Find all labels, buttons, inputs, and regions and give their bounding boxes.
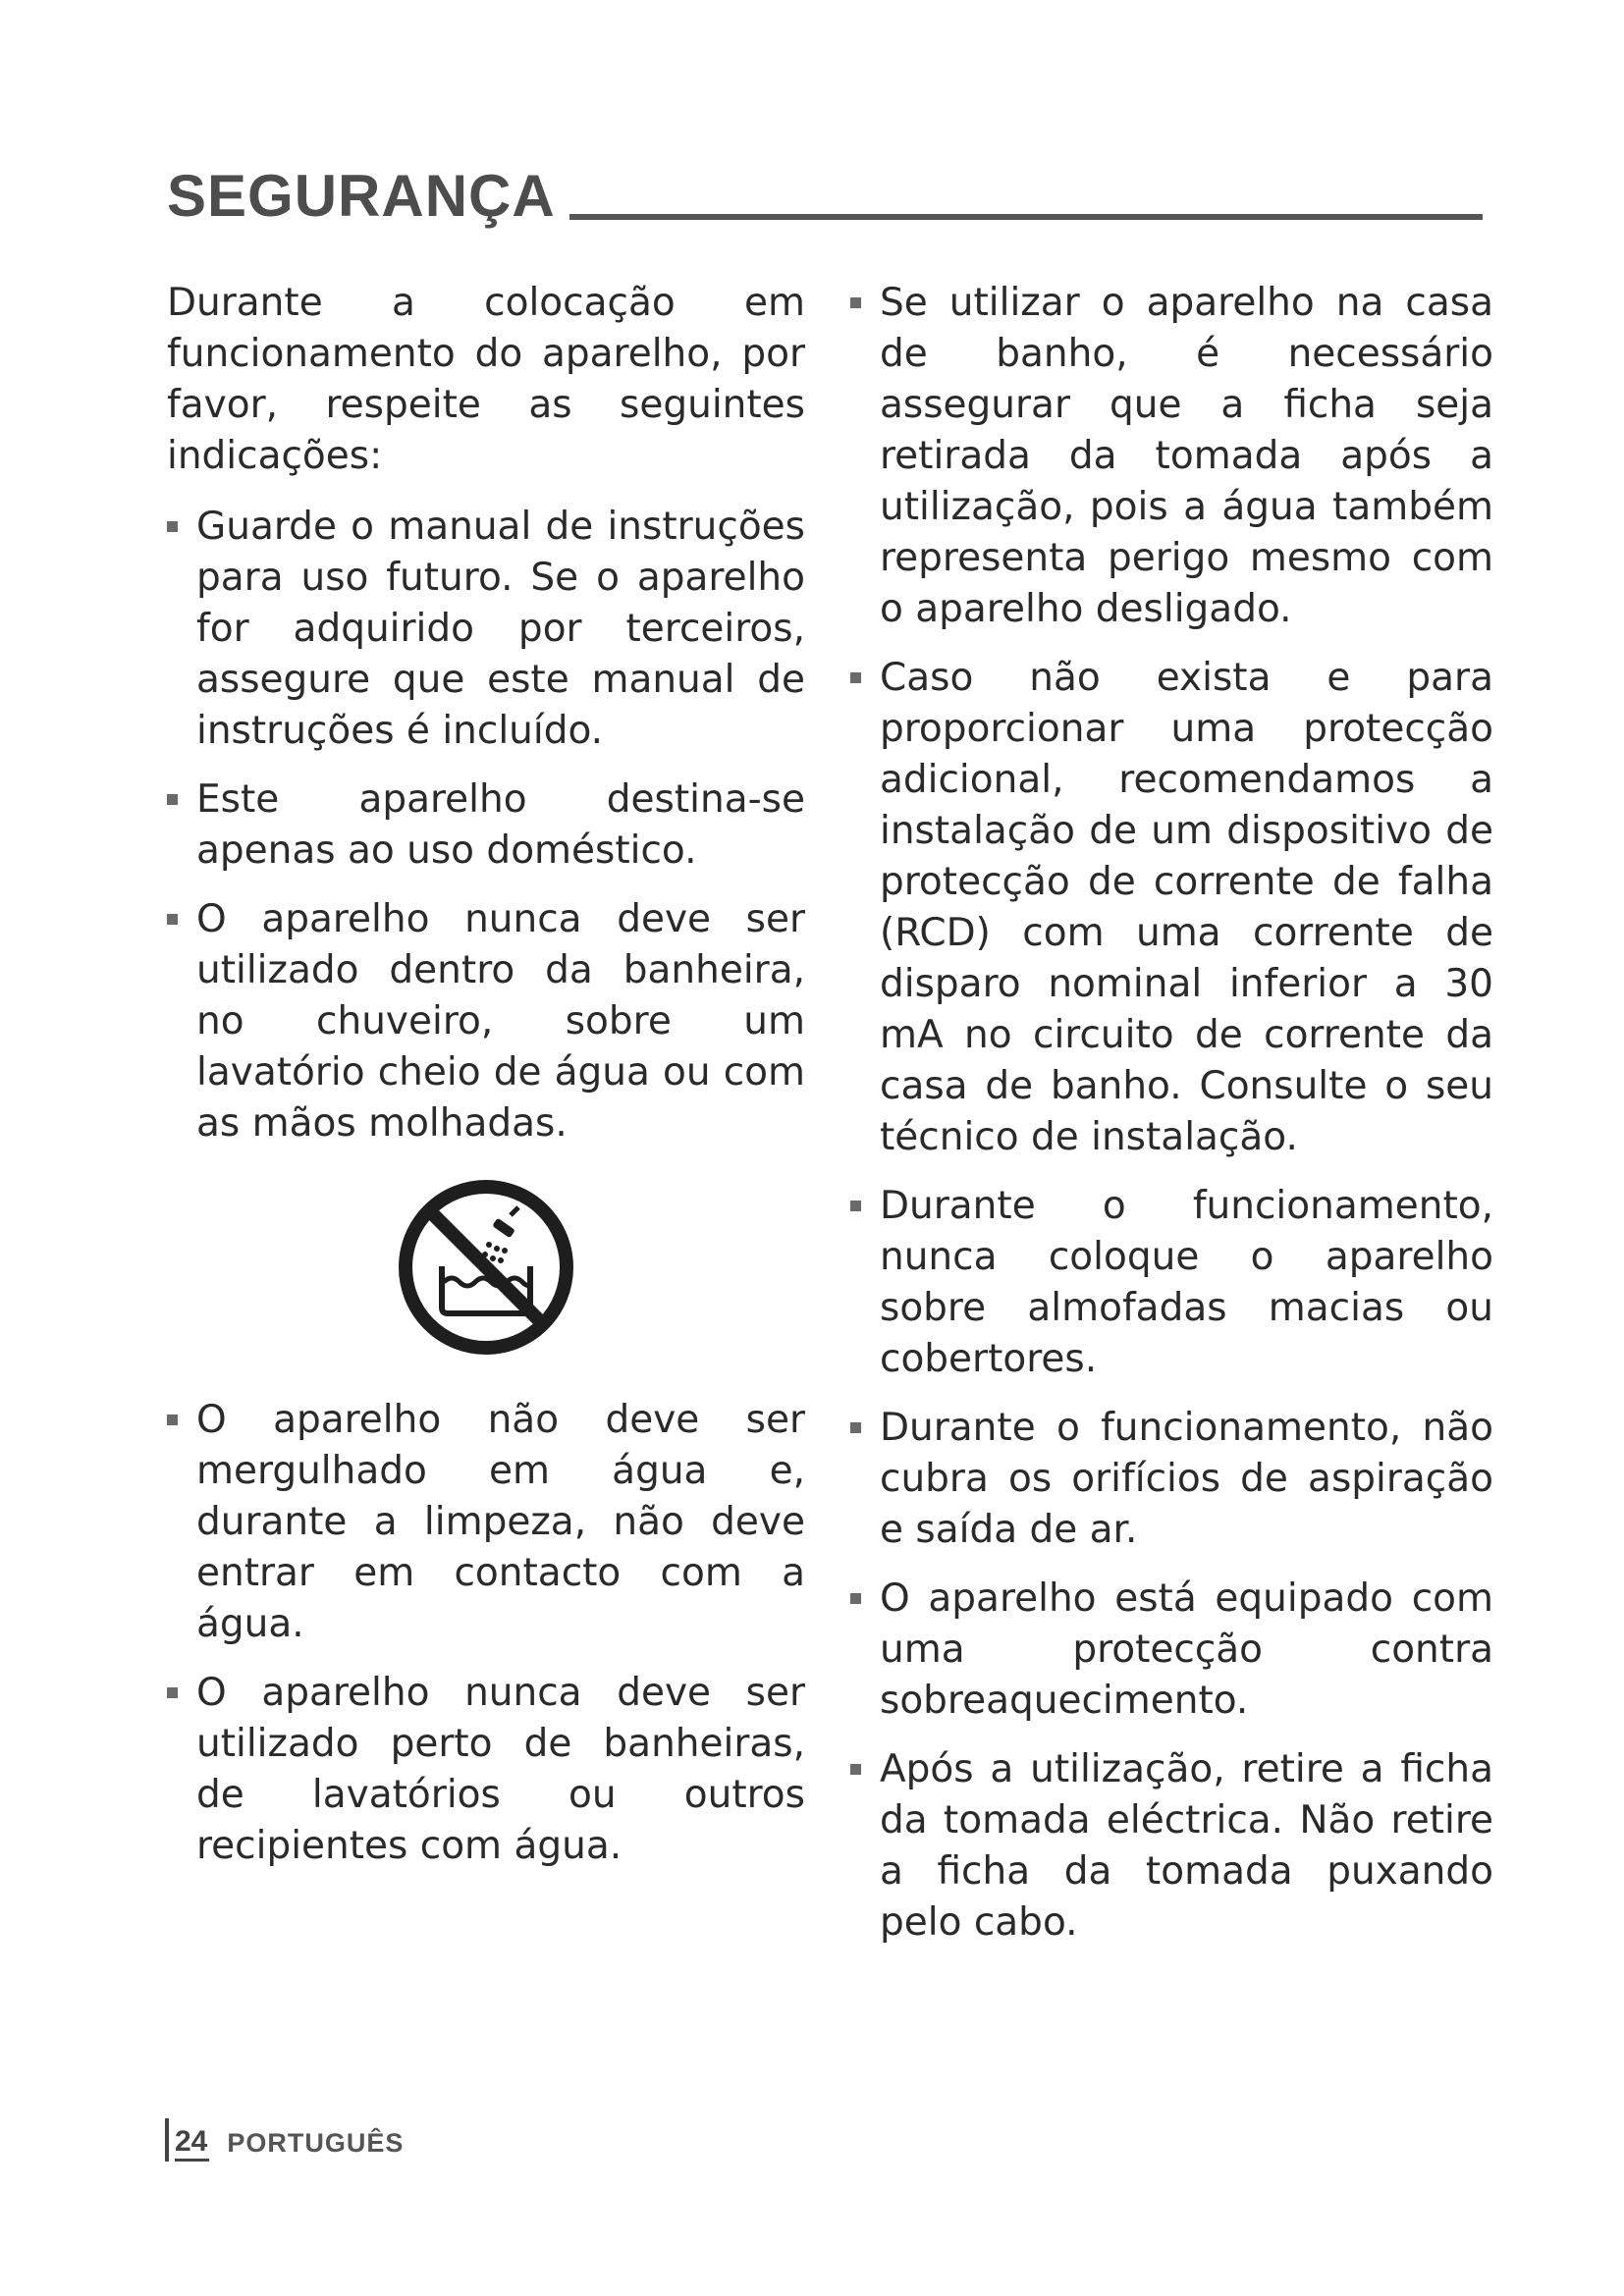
bullet-icon <box>850 1422 861 1433</box>
bullet-icon <box>850 672 861 683</box>
list-item-text: Este aparelho destina-se apenas ao uso doméstico. <box>196 777 805 873</box>
list-item <box>850 1744 1493 1949</box>
bullet-icon <box>850 1764 861 1775</box>
no-use-near-water-icon <box>395 1176 577 1359</box>
bullet-icon <box>167 1415 178 1425</box>
page-title: SEGURANÇA <box>167 163 556 229</box>
page-number: 24 <box>175 2125 209 2162</box>
list-item-text: O aparelho está equipado com uma protecção contra sobreaquecimento. <box>880 1576 1493 1723</box>
footer-language: PORTUGUÊS <box>227 2128 405 2158</box>
list-item <box>850 278 1493 635</box>
warning-sign <box>167 1169 805 1365</box>
intro-paragraph: Durante a colocação em funcionamento do aparelho, por favor, respeite as seguintes indicações: <box>167 281 805 478</box>
page-header <box>167 147 1483 229</box>
list-item-text: O aparelho nunca deve ser utilizado dentro da banheira, no chuveiro, sobre um lavatório cheio de água ou com as mãos molhadas. <box>196 897 805 1146</box>
list-item-text: Durante o funcionamento, nunca coloque o aparelho sobre almofadas macias ou cobertores. <box>880 1184 1493 1381</box>
list-item-text: Caso não exista e para proporcionar uma protecção adicional, recomendamos a instalação de um dispositivo de protecção de corrente de falha (RCD) com uma corrente de disparo nominal inferior a 30 mA no circuito de corrente da casa de banho. Consulte o seu técnico de instalação. <box>880 656 1493 1159</box>
list-item-text: O aparelho nunca deve ser utilizado perto de banheiras, de lavatórios ou outros recipientes com água. <box>196 1671 805 1868</box>
list-item-text: Após a utilização, retire a ficha da tomada eléctrica. Não retire a ficha da tomada puxando pelo cabo. <box>880 1747 1493 1945</box>
bullet-icon <box>167 914 178 925</box>
bullet-icon <box>167 1687 178 1698</box>
bullet-icon <box>167 521 178 532</box>
bullet-icon <box>850 1201 861 1211</box>
list-item-text: Se utilizar o aparelho na casa de banho, é necessário assegurar que a ficha seja retirada da tomada após a utilização, pois a água também representa perigo mesmo com o aparelho desligado. <box>880 281 1493 631</box>
list-item <box>167 894 805 1149</box>
list-item <box>850 1181 1493 1385</box>
list-item <box>850 1403 1493 1556</box>
list-item-text: Durante o funcionamento, não cubra os orifícios de aspiração e saída de ar. <box>880 1406 1493 1552</box>
list-item <box>850 1574 1493 1727</box>
list-item <box>850 653 1493 1163</box>
left-column <box>167 278 805 1890</box>
list-item <box>167 1668 805 1872</box>
bullet-icon <box>850 297 861 308</box>
list-item <box>167 1395 805 1650</box>
footer-divider <box>165 2118 169 2162</box>
bullet-icon <box>167 794 178 805</box>
list-item <box>167 774 805 877</box>
bullet-icon <box>850 1593 861 1604</box>
list-item-text: O aparelho não deve ser mergulhado em água e, durante a limpeza, não deve entrar em contacto com a água. <box>196 1398 805 1646</box>
list-item <box>167 502 805 757</box>
page-footer <box>165 2118 404 2162</box>
list-item-text: Guarde o manual de instruções para uso futuro. Se o aparelho for adquirido por terceiros, assegure que este manual de instruções é incluído. <box>196 505 805 753</box>
right-column <box>850 278 1493 1966</box>
header-divider <box>569 214 1483 220</box>
